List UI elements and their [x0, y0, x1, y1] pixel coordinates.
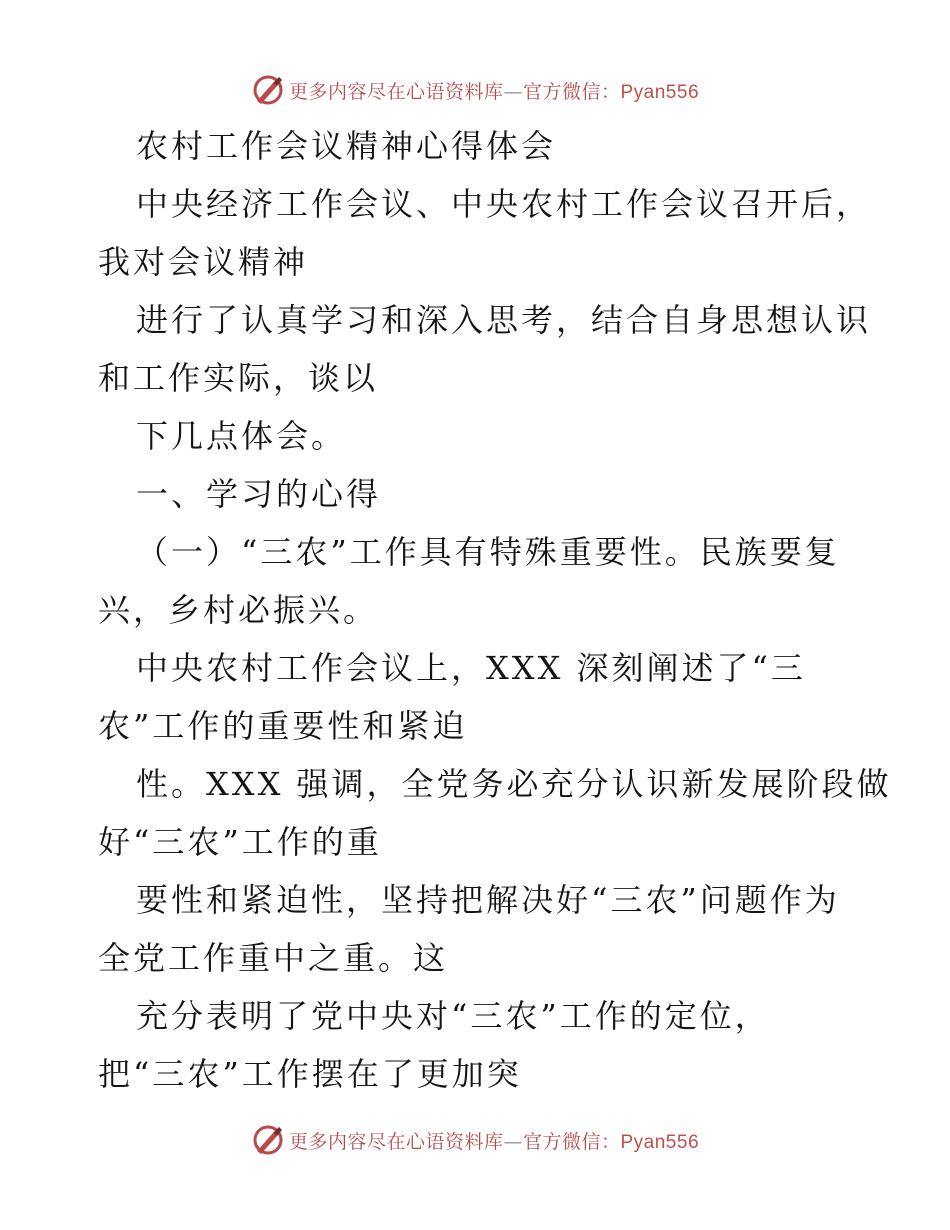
- paragraph-line: 进行了认真学习和深入思考，结合自身思想认识: [136, 301, 872, 339]
- pen-logo-icon: [251, 1123, 285, 1157]
- document-title: 农村工作会议精神心得体会: [136, 127, 557, 165]
- pen-logo-icon: [251, 73, 285, 107]
- watermark-label: 官方微信：: [522, 1130, 621, 1153]
- watermark-text: [289, 77, 699, 104]
- watermark-site: 更多内容尽在心语资料库: [288, 1130, 504, 1153]
- paragraph-line: 我对会议精神: [98, 243, 309, 281]
- section-heading: 一、学习的心得: [136, 475, 382, 513]
- paragraph-line: 中央经济工作会议、中央农村工作会议召开后，: [136, 185, 872, 223]
- paragraph-line: 中央农村工作会议上，XXX 深刻阐述了“三: [136, 649, 806, 687]
- paragraph-line: 下几点体会。: [136, 417, 347, 455]
- paragraph-line: 把“三农”工作摆在了更加突: [98, 1055, 522, 1093]
- paragraph-line: 和工作实际，谈以: [98, 359, 379, 397]
- watermark-label: 官方微信：: [522, 80, 621, 103]
- paragraph-line: 农”工作的重要性和紧迫: [98, 707, 468, 745]
- paragraph-line: 要性和紧迫性，坚持把解决好“三农”问题作为: [136, 881, 840, 919]
- watermark-text: [289, 1127, 699, 1154]
- paragraph-line: 好“三农”工作的重: [98, 823, 382, 861]
- paragraph-line: 性。XXX 强调，全党务必充分认识新发展阶段做: [136, 765, 892, 803]
- paragraph-line: 全党工作重中之重。这: [98, 939, 449, 977]
- paragraph-line: 充分表明了党中央对“三农”工作的定位，: [136, 997, 770, 1035]
- header-watermark: [0, 70, 950, 110]
- footer-watermark: [0, 1120, 950, 1160]
- watermark-site: 更多内容尽在心语资料库: [288, 80, 504, 103]
- watermark-handle: Pyan556: [620, 1131, 700, 1153]
- subsection-heading: （一）“三农”工作具有特殊重要性。民族要复: [136, 533, 840, 571]
- watermark-separator: —: [503, 80, 523, 103]
- paragraph-line: 兴，乡村必振兴。: [98, 591, 379, 629]
- watermark-separator: —: [503, 1130, 523, 1153]
- watermark-handle: Pyan556: [620, 81, 700, 103]
